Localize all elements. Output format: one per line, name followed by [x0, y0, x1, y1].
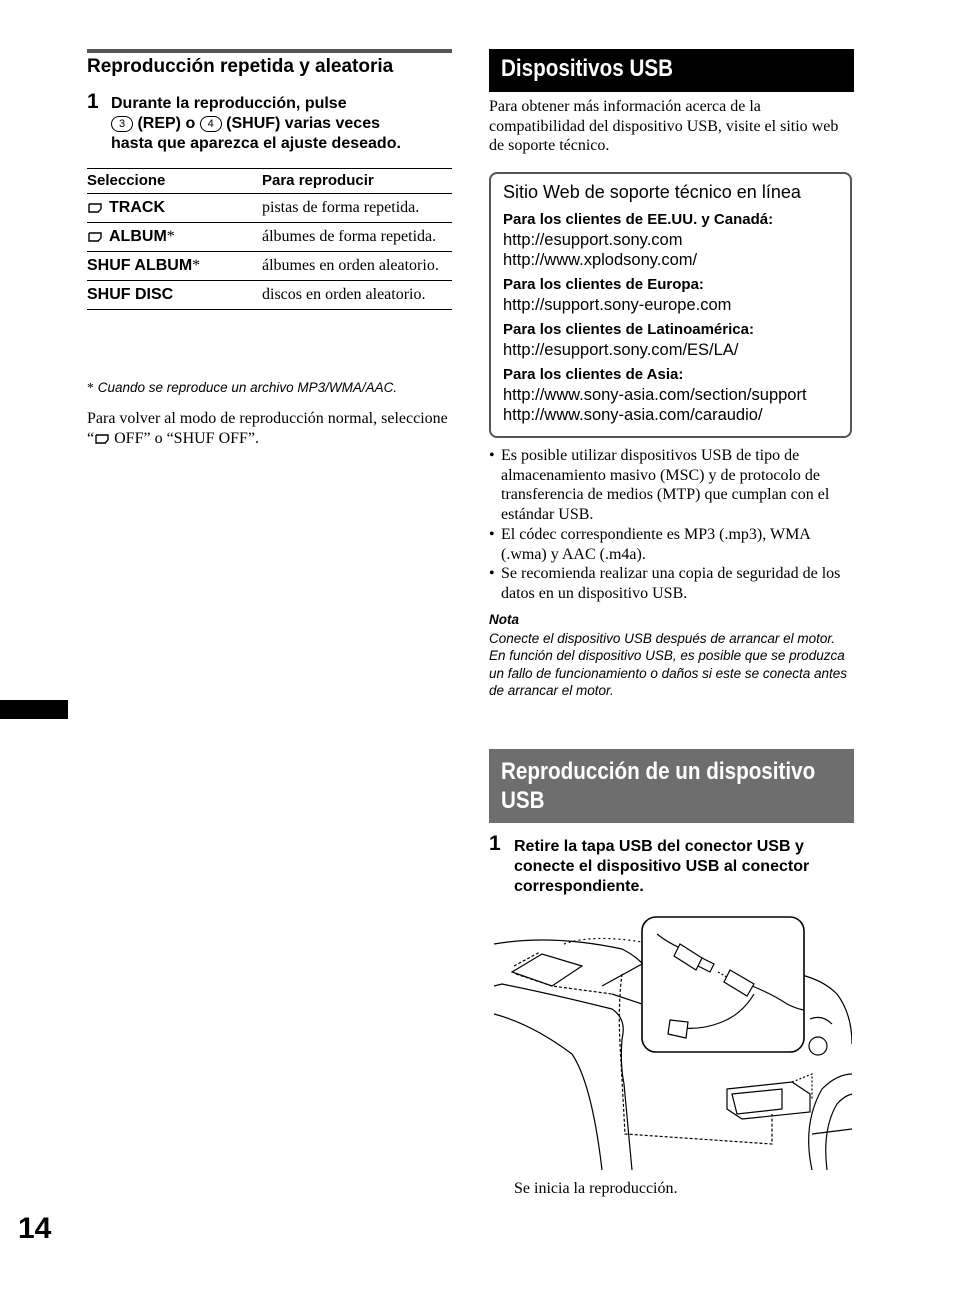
table-row	[87, 223, 452, 252]
table-header-play: Para reproducir	[262, 169, 452, 194]
note-line: Conecte el dispositivo USB después de arrancar el motor.	[489, 631, 836, 646]
step-number: 1	[87, 90, 99, 113]
step-text-a: Durante la reproducción, pulse	[111, 95, 347, 112]
step-text-c: (SHUF) varias veces	[226, 115, 380, 132]
support-label-asia: Para los clientes de Asia:	[503, 366, 684, 383]
section-side-tab	[0, 700, 68, 719]
repeat-icon	[87, 203, 103, 213]
table-footnote: * Cuando se reproduce un archivo MP3/WMA/AAC.	[87, 380, 398, 395]
usb-devices-title: Dispositivos USB	[501, 55, 674, 82]
support-url-link[interactable]: http://esupport.sony.com	[503, 231, 683, 249]
support-url-link[interactable]: http://www.sony-asia.com/caraudio/	[503, 406, 763, 424]
usb-connection-illustration	[492, 914, 852, 1170]
table-header-select: Seleccione	[87, 169, 262, 194]
table-cell-select: SHUF ALBUM*	[87, 252, 262, 281]
return-normal-paragraph: Para volver al modo de reproducción normal, seleccione “ OFF” o “SHUF OFF”.	[87, 410, 448, 447]
support-label-us: Para los clientes de EE.UU. y Canadá:	[503, 211, 774, 228]
table-cell-play: álbumes de forma repetida.	[262, 223, 452, 252]
step-number: 1	[489, 832, 501, 855]
support-label-europe: Para los clientes de Europa:	[503, 276, 704, 293]
table-row	[87, 281, 452, 310]
support-url-link[interactable]: http://esupport.sony.com/ES/LA/	[503, 341, 739, 359]
note-line: En función del dispositivo USB, es posible que se produzca un fallo de funcionamiento o daños si este se conecta antes de arrancar el motor.	[489, 648, 847, 698]
step-instruction: Retire la tapa USB del conector USB y conecte el dispositivo USB al conector correspondiente.	[514, 838, 810, 895]
section-title-repeat-shuffle: Reproducción repetida y aleatoria	[87, 56, 394, 77]
table-cell-play: álbumes en orden aleatorio.	[262, 252, 452, 281]
step-instruction	[111, 94, 456, 154]
table-row	[87, 194, 452, 223]
support-box-title: Sitio Web de soporte técnico en línea	[503, 182, 801, 202]
page-number: 14	[18, 1212, 52, 1245]
support-label-latam: Para los clientes de Latinoamérica:	[503, 321, 754, 338]
note-title: Nota	[489, 612, 519, 627]
key-3-icon: 3	[111, 116, 133, 132]
support-site-box	[489, 172, 852, 438]
usb-notes-list	[489, 446, 854, 604]
repeat-shuffle-table	[87, 168, 452, 310]
support-url-link[interactable]: http://www.sony-asia.com/section/support	[503, 386, 807, 404]
list-item: • Se recomienda realizar una copia de seguridad de los datos en un dispositivo USB.	[489, 564, 854, 603]
support-url-link[interactable]: http://www.xplodsony.com/	[503, 251, 698, 269]
usb-playback-title: Reproducción de un dispositivo USB	[501, 758, 816, 814]
key-4-icon: 4	[200, 116, 222, 132]
note-text	[489, 630, 849, 699]
table-row	[87, 252, 452, 281]
playback-caption: Se inicia la reproducción.	[514, 1180, 678, 1197]
support-url-link[interactable]: http://support.sony-europe.com	[503, 296, 732, 314]
usb-playback-header	[489, 749, 854, 823]
table-cell-play: discos en orden aleatorio.	[262, 281, 452, 310]
table-cell-play: pistas de forma repetida.	[262, 194, 452, 223]
usb-devices-header	[489, 49, 854, 92]
list-item: • El códec correspondiente es MP3 (.mp3), WMA (.wma) y AAC (.m4a).	[489, 525, 854, 564]
step-text-d: hasta que aparezca el ajuste deseado.	[111, 135, 401, 152]
list-item: • Es posible utilizar dispositivos USB de tipo de almacenamiento masivo (MSC) y de protocolo de transferencia de medios (MTP) que cumplan con el estándar USB.	[489, 446, 854, 525]
repeat-icon	[94, 434, 110, 444]
table-cell-select: ALBUM*	[87, 223, 262, 252]
table-header-row	[87, 169, 452, 194]
table-cell-select: SHUF DISC	[87, 281, 262, 310]
table-cell-select: TRACK	[87, 194, 262, 223]
usb-intro-paragraph: Para obtener más información acerca de la compatibilidad del dispositivo USB, visite el sitio web de soporte técnico.	[489, 98, 839, 154]
repeat-icon	[87, 232, 103, 242]
section-rule	[87, 49, 452, 53]
step-text-b: (REP) o	[137, 115, 196, 132]
